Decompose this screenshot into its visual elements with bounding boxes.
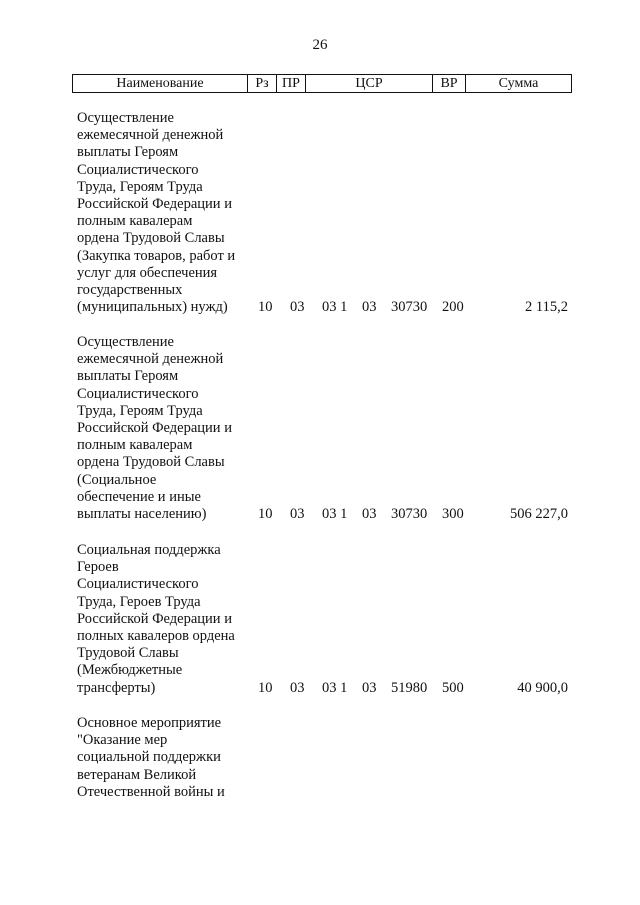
row-vr: 300 <box>442 505 464 522</box>
row-pr: 03 <box>290 679 305 696</box>
header-csr: ЦСР <box>306 75 433 93</box>
row-csr-subprogram: 03 <box>362 298 377 315</box>
header-sum: Сумма <box>466 75 572 93</box>
row-csr-program: 03 1 <box>322 679 348 696</box>
row-rz: 10 <box>258 505 273 522</box>
row-csr-code: 30730 <box>391 298 428 315</box>
row-rz: 10 <box>258 679 273 696</box>
row-name: Социальная поддержка Героев Социалистического Труда, Героев Труда Российской Федерации и полных кавалеров ордена Трудовой Славы (Межбюджетные трансферты) <box>77 542 235 696</box>
header-vr: ВР <box>433 75 466 93</box>
row-vr: 500 <box>442 679 464 696</box>
row-csr-subprogram: 03 <box>362 679 377 696</box>
table-row <box>0 542 640 697</box>
row-pr: 03 <box>290 505 305 522</box>
row-name: Осуществление ежемесячной денежной выплаты Героям Социалистического Труда, Героям Труда Российской Федерации и полным кавалерам ордена Трудовой Славы (Закупка товаров, работ и услуг для обеспечения государственных (муниципальных) нужд) <box>77 110 236 316</box>
row-vr: 200 <box>442 298 464 315</box>
row-csr-code: 51980 <box>391 679 428 696</box>
table-row <box>0 110 640 316</box>
row-rz: 10 <box>258 298 273 315</box>
header-pr: ПР <box>277 75 306 93</box>
row-sum: 2 115,2 <box>525 298 568 315</box>
table-row <box>0 715 640 805</box>
row-csr-program: 03 1 <box>322 505 348 522</box>
table-header <box>72 74 572 93</box>
header-name: Наименование <box>73 75 248 93</box>
row-csr-subprogram: 03 <box>362 505 377 522</box>
page-number: 26 <box>312 37 328 53</box>
table-row <box>0 334 640 523</box>
row-csr-program: 03 1 <box>322 298 348 315</box>
row-csr-code: 30730 <box>391 505 428 522</box>
header-rz: Рз <box>248 75 277 93</box>
row-name: Основное мероприятие "Оказание мер социальной поддержки ветеранам Великой Отечественной войны и <box>77 715 225 800</box>
row-sum: 506 227,0 <box>510 505 568 522</box>
row-pr: 03 <box>290 298 305 315</box>
row-name: Осуществление ежемесячной денежной выплаты Героям Социалистического Труда, Героям Труда Российской Федерации и полным кавалерам ордена Трудовой Славы (Социальное обеспечение и иные выплаты населению) <box>77 334 232 523</box>
row-sum: 40 900,0 <box>517 679 568 696</box>
